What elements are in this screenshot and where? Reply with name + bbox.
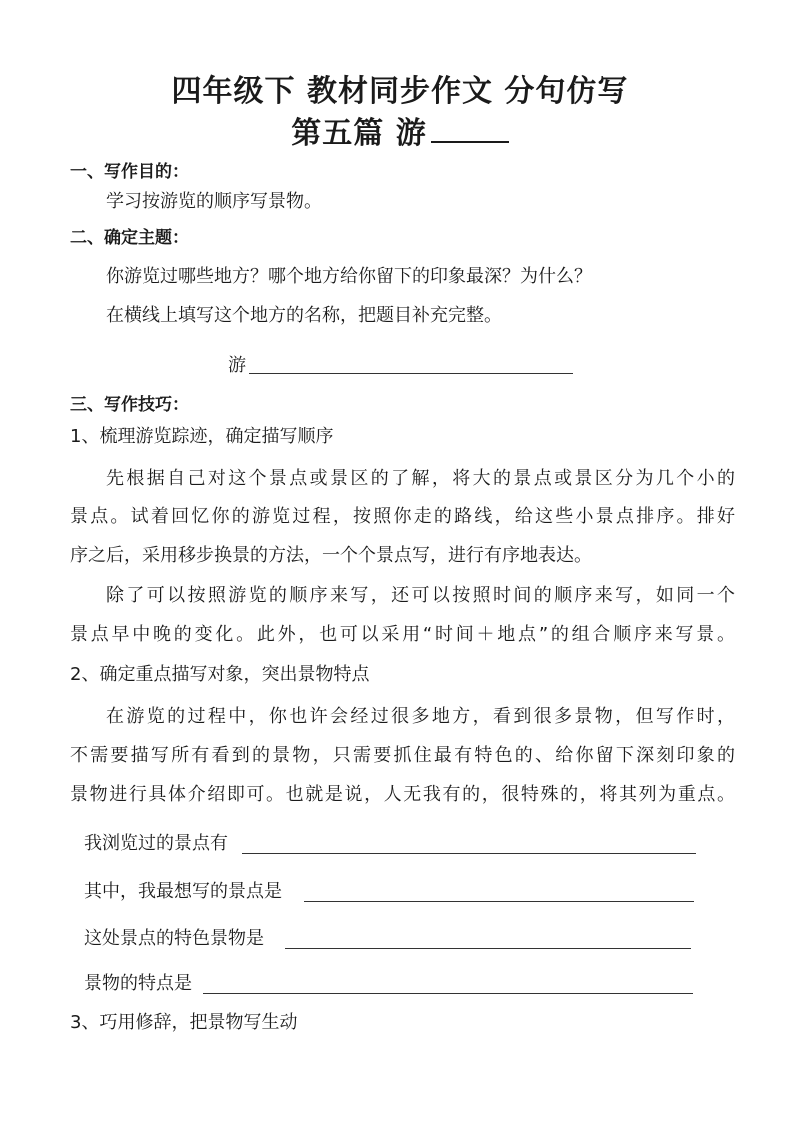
section2-question: 你游览过哪些地方？哪个地方给你留下的印象最深？为什么？ bbox=[106, 266, 592, 287]
tip2-line2 bbox=[70, 742, 735, 770]
fill2-label: 其中，我最想写的景点是 bbox=[84, 881, 282, 902]
section2-heading: 二、确定主题： bbox=[70, 228, 189, 248]
page-subtitle bbox=[0, 113, 800, 154]
tip2-line1 bbox=[106, 703, 735, 731]
tip1-p2-line2-text: 景点早中晚的变化。此外，也可以采用“时间＋地点”的组合顺序来写景。 bbox=[70, 624, 735, 645]
tip2-line2-text: 不需要描写所有看到的景物，只需要抓住最有特色的、给你留下深刻印象的 bbox=[70, 745, 735, 766]
theme-fill-line[interactable] bbox=[249, 373, 573, 374]
tip1-p2-line1-text: 除了可以按照游览的顺序来写，还可以按照时间的顺序来写，如同一个 bbox=[106, 585, 735, 606]
fill2-line[interactable] bbox=[304, 901, 694, 902]
section3-heading: 三、写作技巧： bbox=[70, 395, 189, 415]
tip2-line3 bbox=[70, 781, 735, 809]
subtitle-text: 第五篇 游 bbox=[291, 116, 427, 151]
fill1-label: 我浏览过的景点有 bbox=[84, 833, 228, 854]
tip1-p1-line1 bbox=[106, 465, 735, 493]
tip1-p1-line3: 序之后，采用移步换景的方法，一个个景点写，进行有序地表达。 bbox=[70, 545, 592, 566]
tip1-p1-line1-text: 先根据自己对这个景点或景区的了解，将大的景点或景区分为几个小的 bbox=[106, 468, 735, 489]
tip1-p2-line1 bbox=[106, 582, 735, 610]
section1-text: 学习按游览的顺序写景物。 bbox=[106, 191, 322, 212]
page-title: 四年级下 教材同步作文 分句仿写 bbox=[171, 74, 629, 109]
title-blank-line bbox=[431, 113, 509, 143]
tip2-line3-text: 景物进行具体介绍即可。也就是说，人无我有的，很特殊的，将其列为重点。 bbox=[70, 784, 735, 805]
tip1-p1-line2-text: 景点。试着回忆你的游览过程，按照你走的路线，给这些小景点排序。排好 bbox=[70, 506, 735, 527]
tip1-p2-line2 bbox=[70, 621, 735, 649]
fill3-label: 这处景点的特色景物是 bbox=[84, 928, 264, 949]
fill4-label: 景物的特点是 bbox=[84, 973, 192, 994]
tip1-p1-line2 bbox=[70, 503, 735, 531]
tip1-title: 1、梳理游览踪迹，确定描写顺序 bbox=[70, 426, 334, 447]
tip2-line1-text: 在游览的过程中，你也许会经过很多地方，看到很多景物，但写作时， bbox=[106, 706, 735, 727]
fill1-line[interactable] bbox=[242, 853, 696, 854]
theme-fill-prefix: 游 bbox=[228, 355, 246, 376]
fill3-line[interactable] bbox=[285, 948, 691, 949]
section2-instruction: 在横线上填写这个地方的名称，把题目补充完整。 bbox=[106, 305, 502, 326]
section1-heading: 一、写作目的： bbox=[70, 162, 189, 182]
tip2-title: 2、确定重点描写对象，突出景物特点 bbox=[70, 664, 370, 685]
tip3-title: 3、巧用修辞，把景物写生动 bbox=[70, 1012, 298, 1033]
fill4-line[interactable] bbox=[203, 993, 693, 994]
